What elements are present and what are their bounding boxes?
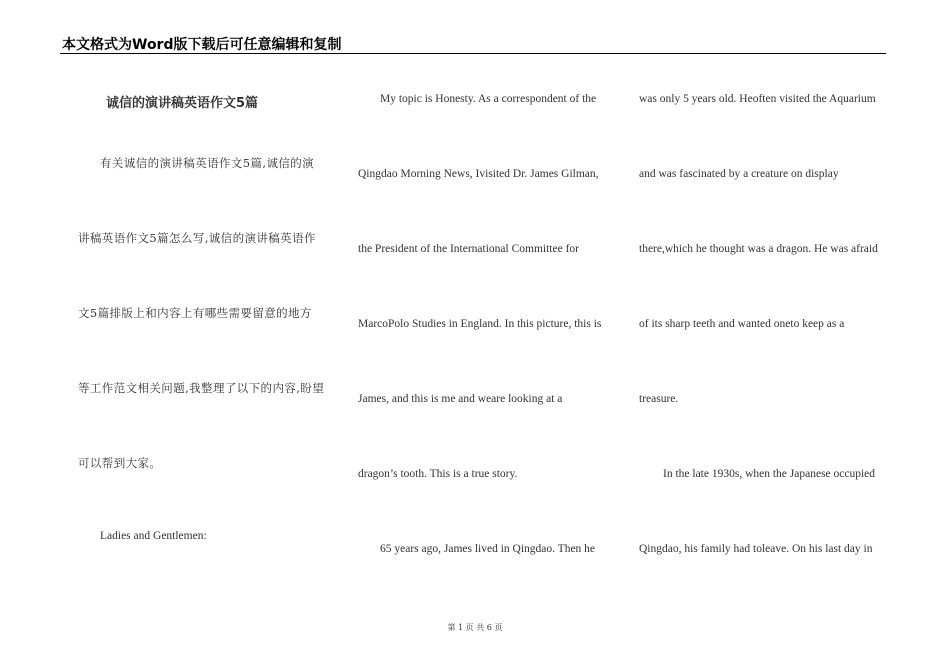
- paragraph-line: the President of the International Committee for: [358, 243, 579, 255]
- paragraph-line: there,which he thought was a dragon. He was afraid: [639, 243, 878, 255]
- document-title: 诚信的演讲稿英语作文5篇: [106, 96, 259, 111]
- paragraph-line: 文5篇排版上和内容上有哪些需要留意的地方: [78, 306, 312, 320]
- page-number: 第 1 页 共 6 页: [447, 623, 503, 632]
- paragraph-line: 讲稿英语作文5篇怎么写,诚信的演讲稿英语作: [78, 231, 316, 245]
- paragraph-line: dragon’s tooth. This is a true story.: [358, 468, 518, 480]
- paragraph-line: In the late 1930s, when the Japanese occupied: [663, 468, 876, 480]
- paragraph-line: treasure.: [639, 393, 679, 405]
- paragraph-line: James, and this is me and weare looking at a: [358, 393, 563, 405]
- paragraph-line: 可以帮到大家。: [78, 456, 162, 470]
- paragraph-line: My topic is Honesty. As a correspondent of the: [380, 93, 597, 105]
- column-2: [358, 0, 608, 672]
- paragraph-line: was only 5 years old. Heoften visited the Aquarium: [639, 93, 876, 105]
- paragraph-line: Qingdao, his family had toleave. On his last day in: [639, 543, 873, 555]
- paragraph-line: 65 years ago, James lived in Qingdao. Then he: [380, 543, 596, 555]
- paragraph-line: Qingdao Morning News, Ivisited Dr. James Gilman,: [358, 168, 599, 180]
- paragraph-line: 有关诚信的演讲稿英语作文5篇,诚信的演: [100, 156, 315, 170]
- column-1: [78, 0, 328, 672]
- paragraph-line: 等工作范文相关问题,我整理了以下的内容,盼望: [78, 381, 325, 395]
- download-banner: 本文格式为Word版下载后可任意编辑和复制: [62, 37, 342, 53]
- salutation: Ladies and Gentlemen:: [100, 530, 207, 542]
- paragraph-line: of its sharp teeth and wanted oneto keep as a: [639, 318, 845, 330]
- paragraph-line: MarcoPolo Studies in England. In this picture, this is: [358, 318, 602, 330]
- column-3: [639, 0, 889, 672]
- paragraph-line: and was fascinated by a creature on display: [639, 168, 839, 180]
